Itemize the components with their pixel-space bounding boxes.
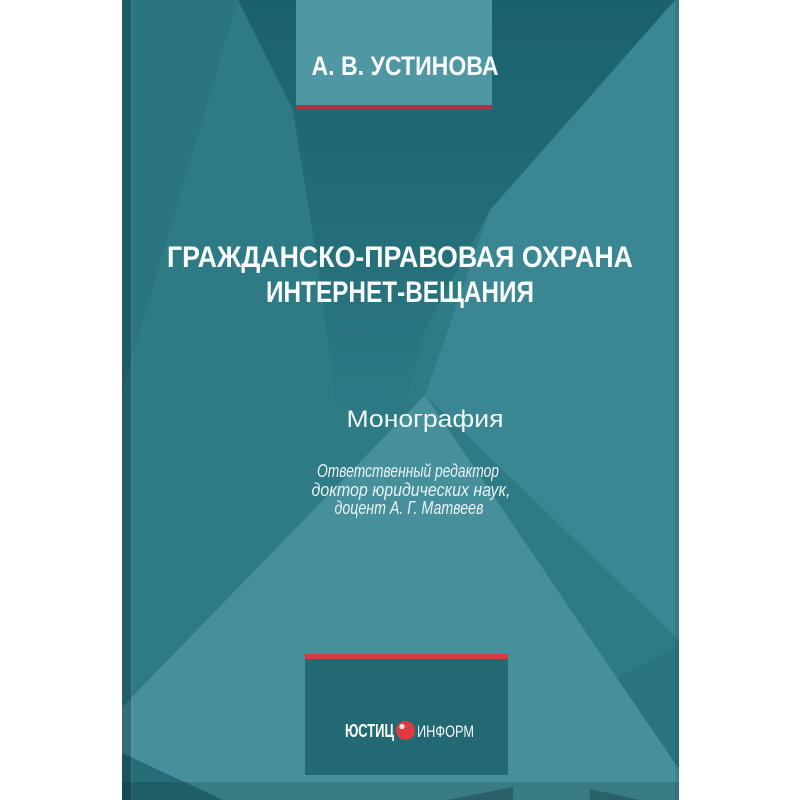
publisher-panel [305, 659, 508, 775]
editor-line-1: Ответственный редактор [317, 461, 499, 481]
red-dot-highlight [399, 724, 404, 729]
publisher-logo [345, 721, 474, 741]
title-line-2: ИНТЕРНЕТ-ВЕЩАНИЯ [266, 276, 534, 309]
title-line-1: ГРАЖДАНСКО-ПРАВОВАЯ ОХРАНА [167, 241, 633, 274]
editor-line-2: доктор юридических наук, [311, 480, 511, 500]
book-cover [122, 0, 679, 800]
red-divider-top [296, 105, 492, 110]
spine-shadow [122, 0, 131, 800]
book-cover-photo [122, 0, 679, 800]
editor-line-3: доцент А. Г. Матвеев [334, 498, 484, 518]
subtitle: Монография [346, 406, 504, 433]
right-edge-shadow [675, 0, 679, 800]
publisher-logo-right: ИНФОРМ [417, 723, 474, 741]
author-name: А. В. УСТИНОВА [311, 51, 499, 81]
spine-highlight [131, 0, 133, 800]
red-dot-icon [396, 721, 415, 740]
red-divider-bottom [305, 654, 508, 659]
publisher-logo-left: ЮСТИЦ [345, 721, 395, 741]
